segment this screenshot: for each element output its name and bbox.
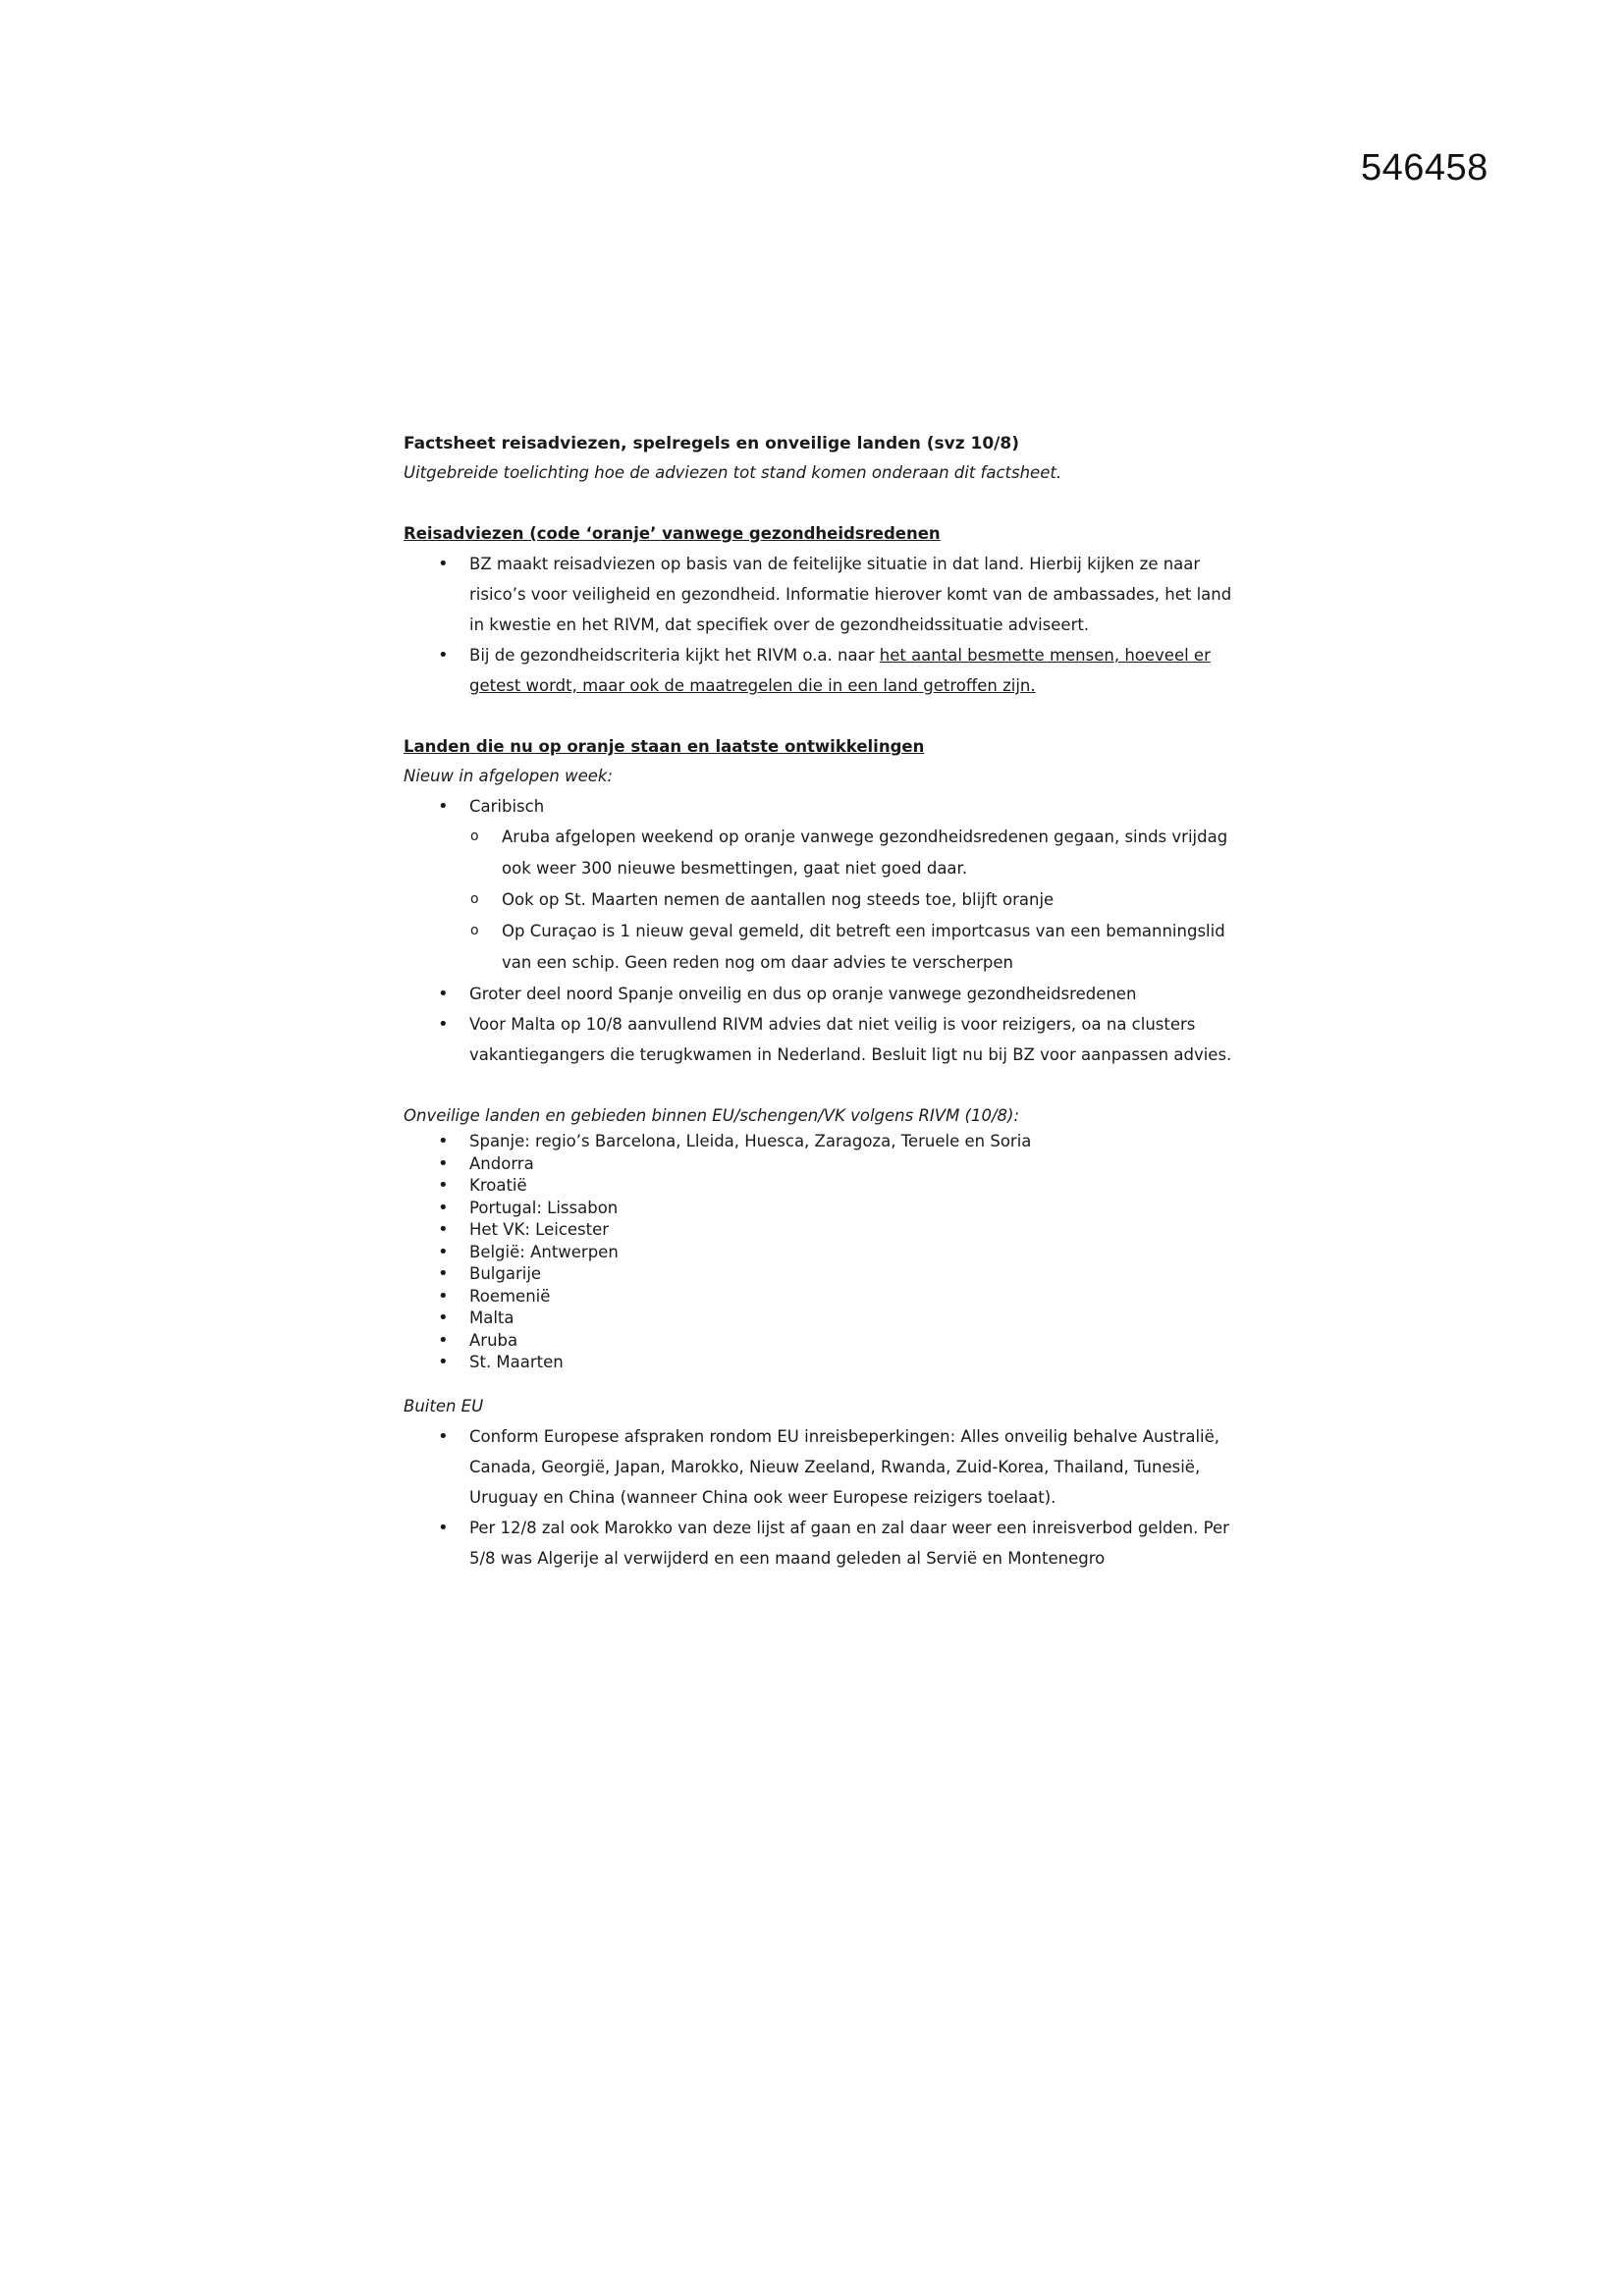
caribisch-sublist (469, 822, 1248, 979)
list-item-label: Caribisch (469, 797, 545, 816)
list-item: • BZ maakt reisadviezen op basis van de feitelijke situatie in dat land. Hierbij kijken ze naar risico’s voor veiligheid en gezondheid. Informatie hierover komt van de ambassades, het land in kwestie en het RIVM, dat specifiek over de gezondheidssituatie adviseert. (404, 549, 1248, 640)
list-item: • Portugal: Lissabon (404, 1198, 1248, 1220)
list-item: • Het VK: Leicester (404, 1219, 1248, 1242)
intro-note: Uitgebreide toelichting hoe de adviezen tot stand komen onderaan dit factsheet. (404, 463, 1062, 482)
sublist-item: o Aruba afgelopen weekend op oranje vanwege gezondheidsredenen gegaan, sinds vrijdag ook weer 300 nieuwe besmettingen, gaat niet goed daar. (469, 822, 1248, 884)
factsheet-body (404, 429, 1248, 1574)
list-item: • Aruba (404, 1330, 1248, 1353)
list-item: • België: Antwerpen (404, 1242, 1248, 1264)
subheading-nieuw: Nieuw in afgelopen week: (404, 767, 614, 785)
list-item-text: Bij de gezondheidscriteria kijkt het RIVM o.a. naar (469, 646, 880, 665)
page-title: Factsheet reisadviezen, spelregels en onveilige landen (svz 10/8) (404, 434, 1019, 454)
subheading-onveilige-landen: Onveilige landen en gebieden binnen EU/schengen/VK volgens RIVM (10/8): (404, 1106, 1020, 1125)
reisadviezen-list (404, 549, 1248, 701)
section-heading-reisadviezen: Reisadviezen (code ‘oranje’ vanwege gezondheidsredenen (404, 524, 941, 543)
sublist-item: o Op Curaçao is 1 nieuw geval gemeld, dit betreft een importcasus van een bemanningslid van een schip. Geen reden nog om daar advies te verscherpen (469, 916, 1248, 979)
list-item: • St. Maarten (404, 1352, 1248, 1374)
document-number: 546458 (1361, 147, 1489, 188)
section-heading-landen: Landen die nu op oranje staan en laatste ontwikkelingen (404, 737, 925, 756)
list-item: • Bulgarije (404, 1263, 1248, 1286)
list-item: • Spanje: regio’s Barcelona, Lleida, Huesca, Zaragoza, Teruele en Soria (404, 1131, 1248, 1153)
list-item: • Conform Europese afspraken rondom EU inreisbeperkingen: Alles onveilig behalve Australië, Canada, Georgië, Japan, Marokko, Nieuw Zeeland, Rwanda, Zuid-Korea, Thailand, Tunesië, Uruguay en China (wanneer China ook weer Europese reizigers toelaat). (404, 1421, 1248, 1513)
sublist-item: o Ook op St. Maarten nemen de aantallen nog steeds toe, blijft oranje (469, 884, 1248, 916)
list-item: • Malta (404, 1308, 1248, 1330)
list-item: • Groter deel noord Spanje onveilig en dus op oranje vanwege gezondheidsredenen (404, 979, 1248, 1009)
list-item (404, 640, 1248, 701)
landen-list (404, 791, 1248, 1070)
list-item: • Voor Malta op 10/8 aanvullend RIVM advies dat niet veilig is voor reizigers, oa na clusters vakantiegangers die terugkwamen in Nederland. Besluit ligt nu bij BZ voor aanpassen advies. (404, 1009, 1248, 1070)
list-item: • Per 12/8 zal ook Marokko van deze lijst af gaan en zal daar weer een inreisverbod gelden. Per 5/8 was Algerije al verwijderd en een maand geleden al Servië en Montenegro (404, 1513, 1248, 1574)
onveilige-landen-list (404, 1131, 1248, 1374)
list-item: • Roemenië (404, 1286, 1248, 1308)
list-item: • Andorra (404, 1153, 1248, 1176)
list-item-caribisch (404, 791, 1248, 979)
list-item: • Kroatië (404, 1175, 1248, 1198)
buiten-eu-list (404, 1421, 1248, 1574)
underlined-text: het aantal besmette mensen, hoeveel er getest wordt, maar ook de maatregelen die in een land getroffen zijn. (469, 646, 1211, 695)
subheading-buiten-eu: Buiten EU (404, 1396, 484, 1415)
